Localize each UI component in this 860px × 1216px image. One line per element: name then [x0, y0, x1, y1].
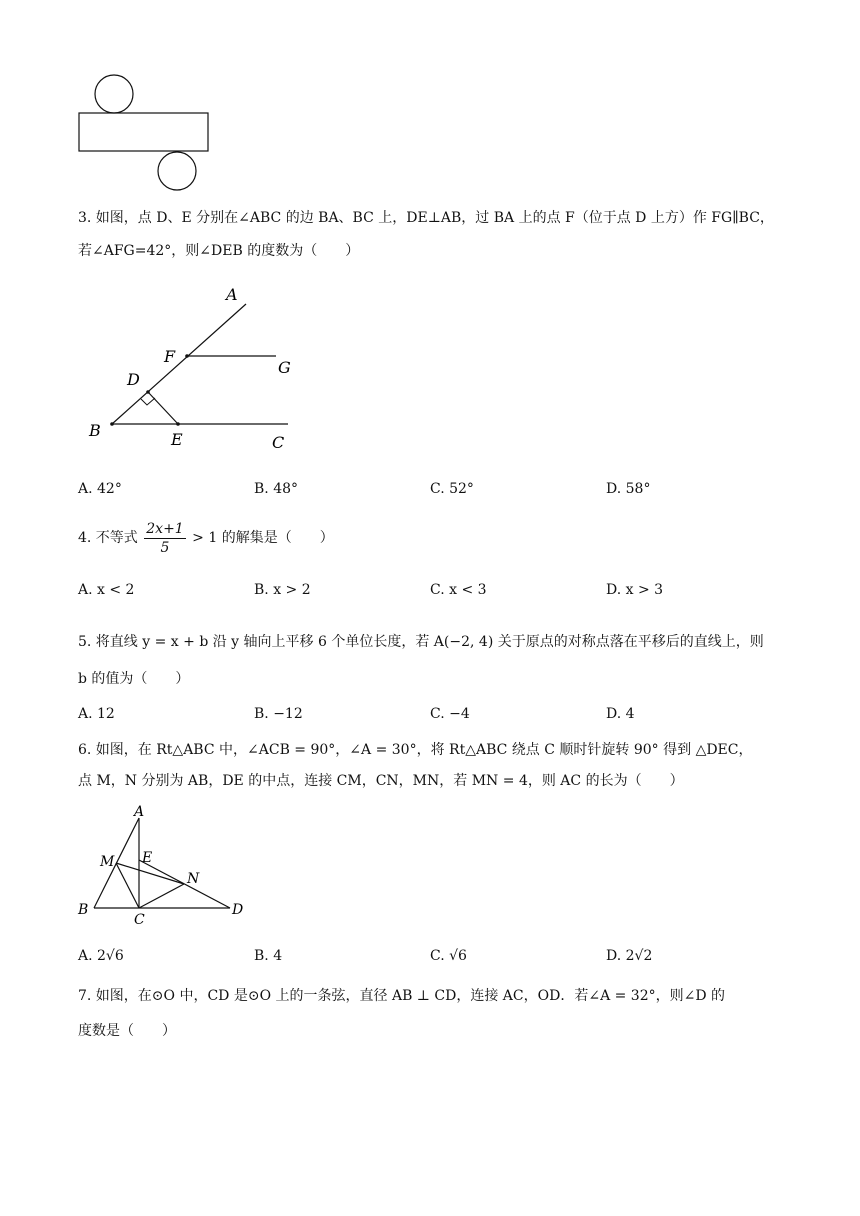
q4-fraction [144, 520, 185, 557]
q6-label-C: C [134, 912, 145, 928]
q5-option-c: C. −4 [430, 706, 470, 722]
q3-label-E: E [171, 430, 183, 449]
q6-stem-line2: 点 M，N 分别为 AB，DE 的中点，连接 CM，CN，MN，若 MN = 4，则 AC 的长为（ ） [78, 773, 684, 789]
q3-stem-line2: 若∠AFG=42°，则∠DEB 的度数为（ ） [78, 243, 360, 259]
q4-option-a: A. x < 2 [78, 582, 135, 598]
q3-option-a: A. 42° [78, 481, 122, 497]
q5-option-b: B. −12 [254, 706, 303, 722]
q4-option-b: B. x > 2 [254, 582, 311, 598]
q6-option-b: B. 4 [254, 948, 283, 964]
q3-option-b: B. 48° [254, 481, 299, 497]
q6-label-B: B [78, 902, 89, 918]
q3-label-F: F [164, 347, 176, 366]
q5-stem-line1: 5. 将直线 y = x + b 沿 y 轴向上平移 6 个单位长度，若 A(−2, 4) 关于原点的对称点落在平移后的直线上，则 [78, 634, 764, 650]
q6-label-A: A [134, 804, 145, 820]
q3-label-D: D [127, 370, 140, 389]
rectangle [79, 113, 208, 151]
q3-label-G: G [278, 358, 291, 377]
q4-denominator: 5 [160, 539, 170, 556]
q6-label-D: D [232, 902, 244, 918]
q6-figure [74, 800, 254, 930]
q6-label-E: E [142, 850, 153, 866]
q4-suffix: > 1 的解集是（ ） [192, 530, 334, 546]
q4-option-c: C. x < 3 [430, 582, 487, 598]
q6-stem-line1: 6. 如图，在 Rt△ABC 中，∠ACB = 90°，∠A = 30°，将 Rt△ABC 绕点 C 顺时针旋转 90° 得到 △DEC， [78, 742, 753, 758]
bottom-circle [158, 152, 196, 190]
q5-option-d: D. 4 [606, 706, 635, 722]
top-circle [95, 75, 133, 113]
q4-numerator: 2x+1 [146, 520, 184, 537]
q3-option-c: C. 52° [430, 481, 474, 497]
q6-option-c: C. √6 [430, 948, 467, 964]
q5-stem-line2: b 的值为（ ） [78, 671, 190, 687]
q6-option-a: A. 2√6 [78, 948, 124, 964]
q4-option-d: D. x > 3 [606, 582, 664, 598]
q4-prefix: 4. 不等式 [78, 530, 138, 546]
q6-label-M: M [100, 854, 115, 870]
q6-label-N: N [187, 871, 200, 887]
q6-option-d: D. 2√2 [606, 948, 653, 964]
q3-label-C: C [272, 433, 285, 452]
q7-stem-line2: 度数是（ ） [78, 1023, 176, 1039]
q3-stem-line1: 3. 如图，点 D、E 分别在∠ABC 的边 BA、BC 上，DE⊥AB，过 BA 上的点 F（位于点 D 上方）作 FG∥BC， [78, 210, 774, 226]
q3-figure [80, 282, 310, 457]
q5-option-a: A. 12 [78, 706, 115, 722]
q7-stem-line1: 7. 如图，在⊙O 中，CD 是⊙O 上的一条弦，直径 AB ⊥ CD，连接 AC，OD．若∠A = 32°，则∠D 的 [78, 988, 726, 1004]
q3-option-d: D. 58° [606, 481, 651, 497]
q3-label-B: B [89, 421, 101, 440]
q4-stem [78, 516, 334, 560]
q3-label-A: A [226, 285, 238, 304]
net-figure [70, 68, 220, 194]
